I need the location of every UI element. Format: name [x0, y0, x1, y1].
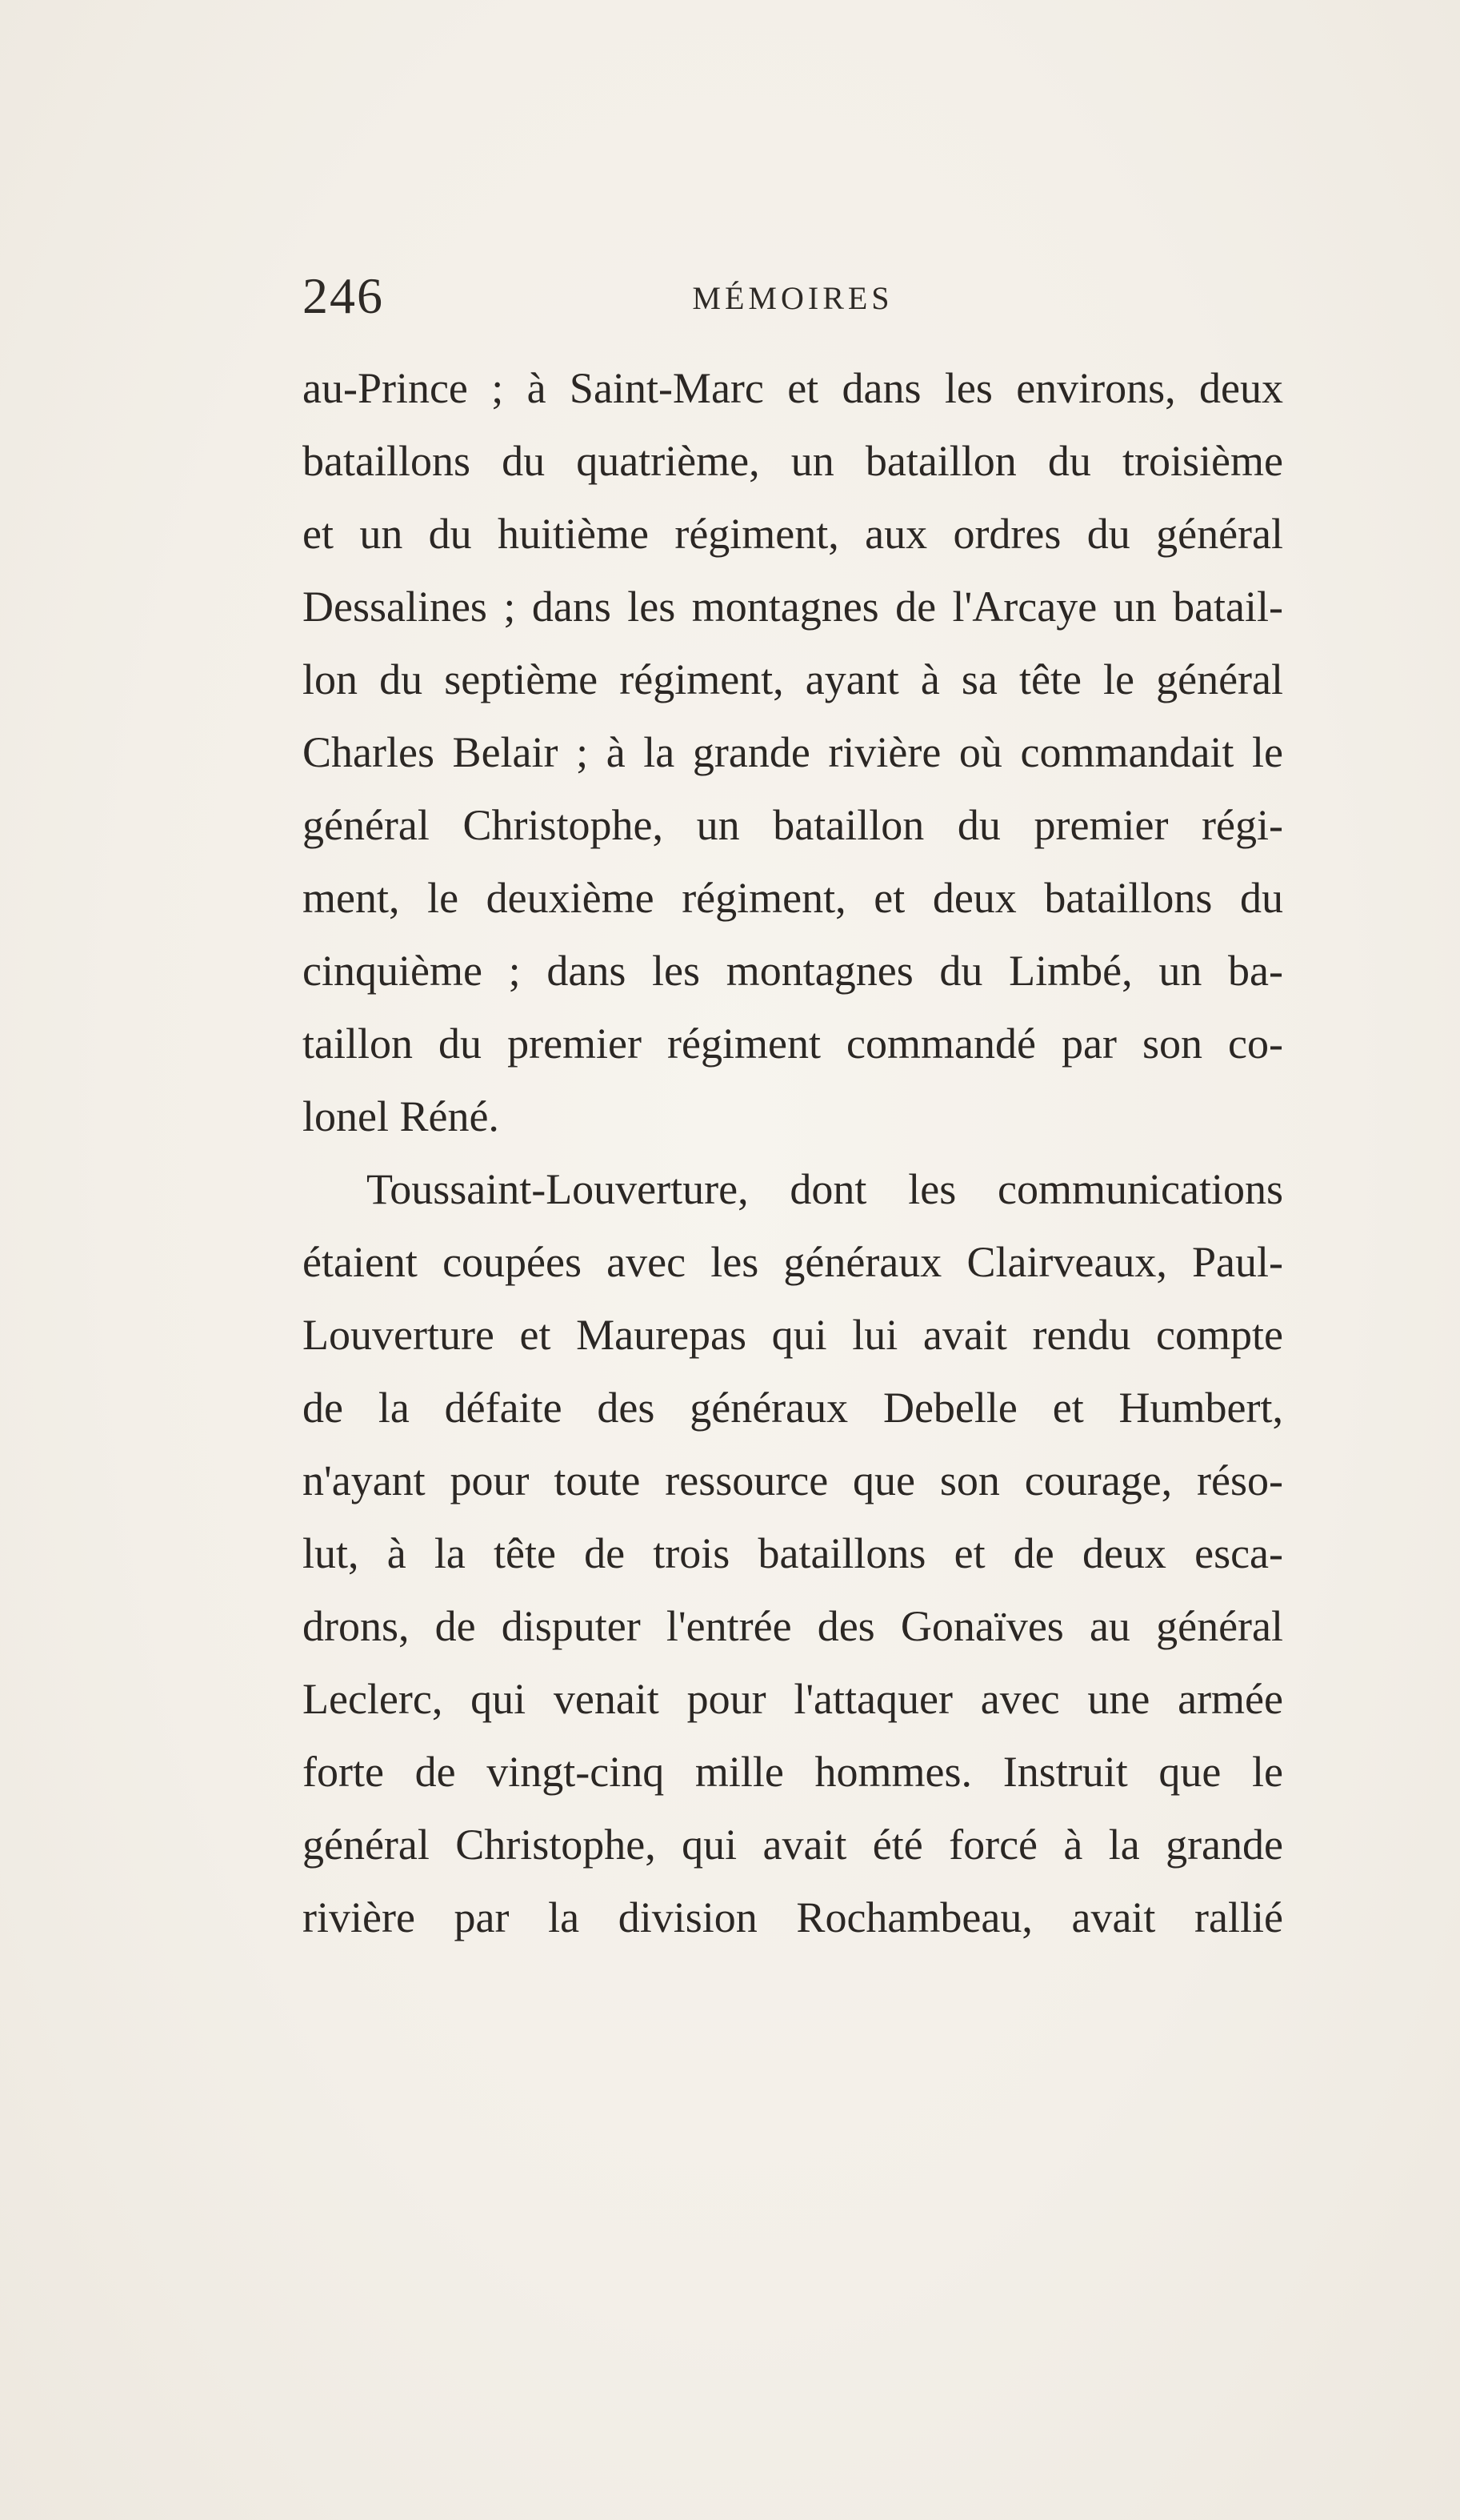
text-line: général Christophe, un bataillon du premier régi- — [302, 801, 1283, 849]
text-line: cinquième ; dans les montagnes du Limbé, un ba- — [302, 947, 1283, 995]
page-header — [302, 260, 1283, 332]
text-line: Leclerc, qui venait pour l'attaquer avec une armée — [302, 1675, 1283, 1723]
text-line: forte de vingt-cinq mille hommes. Instruit que le — [302, 1748, 1283, 1796]
text-line: Toussaint-Louverture, dont les communications — [366, 1165, 1283, 1213]
text-line: et un du huitième régiment, aux ordres du général — [302, 510, 1283, 558]
text-line: lon du septième régiment, ayant à sa tête le général — [302, 655, 1283, 703]
text-line: lonel Réné. — [302, 1092, 499, 1140]
text-line: Charles Belair ; à la grande rivière où commandait le — [302, 728, 1283, 776]
paragraph-1 — [302, 352, 1283, 1153]
text-line: rivière par la division Rochambeau, avait rallié — [302, 1893, 1283, 1941]
text-line: étaient coupées avec les généraux Clairveaux, Paul- — [302, 1238, 1283, 1286]
text-line: Louverture et Maurepas qui lui avait rendu compte — [302, 1311, 1283, 1359]
body-text — [302, 352, 1283, 1954]
text-line: n'ayant pour toute ressource que son courage, réso- — [302, 1456, 1283, 1504]
text-line: bataillons du quatrième, un bataillon du troisième — [302, 437, 1283, 485]
text-line: au-Prince ; à Saint-Marc et dans les environs, deux — [302, 364, 1283, 412]
running-head: MÉMOIRES — [692, 280, 894, 316]
text-line: drons, de disputer l'entrée des Gonaïves au général — [302, 1602, 1283, 1650]
text-line: taillon du premier régiment commandé par son co- — [302, 1020, 1283, 1068]
text-line: général Christophe, qui avait été forcé à la grande — [302, 1821, 1283, 1869]
page-number: 246 — [302, 267, 384, 324]
text-line: lut, à la tête de trois bataillons et de deux esca- — [302, 1529, 1283, 1577]
text-line: Dessalines ; dans les montagnes de l'Arcaye un batail- — [302, 583, 1283, 631]
paragraph-2 — [302, 1153, 1283, 1954]
text-line: ment, le deuxième régiment, et deux bataillons du — [302, 874, 1283, 922]
text-line: de la défaite des généraux Debelle et Humbert, — [302, 1384, 1283, 1432]
